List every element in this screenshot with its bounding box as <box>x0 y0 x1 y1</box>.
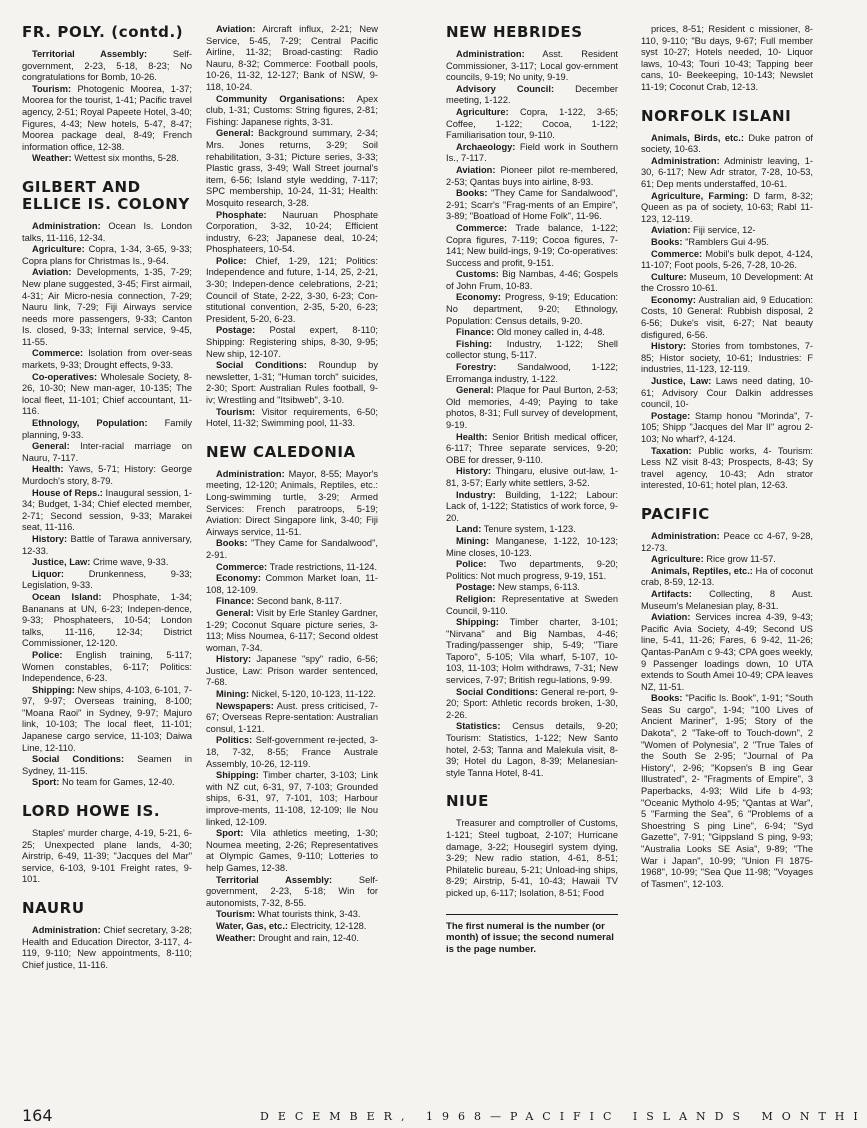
entry-topic: Religion: <box>456 593 496 604</box>
entry-references: Tenure system, 1-123. <box>481 524 576 535</box>
entry-references: Rice grow 11-57. <box>703 554 776 565</box>
entry-references: Chief, 1-29, 121; Politics: Independence and future, 1-14, 25, 2-21, 3-30; Indepen-dence celebrations, 2-21; Council of State, 2-22, 3-30, 6-23; Con-stitutional convention, 2-35, 5-20, 6-23; President, 5-20, 6-23. <box>206 255 378 324</box>
entry-references: Fiji service, 12- <box>690 225 756 236</box>
index-entry <box>206 735 378 770</box>
entry-topic: General: <box>456 385 494 396</box>
entry-references: Duke patron of society, 10-63. <box>641 132 813 155</box>
index-entry <box>22 828 192 886</box>
index-entry <box>641 156 813 191</box>
entry-topic: Newspapers: <box>216 700 274 711</box>
entry-topic: Community Organisations: <box>216 93 346 104</box>
entry-references: Plaque for Paul Burton, 2-53; Old memories, 4-49; Paying to take photos, 8-31; Full survey of development, 9-19. <box>446 385 618 430</box>
index-entry <box>641 531 813 554</box>
index-entry <box>22 244 192 267</box>
index-entry <box>641 225 813 237</box>
entry-topic: History: <box>216 654 252 665</box>
running-footer: DECEMBER, 1968—PACIFIC ISLANDS MONTHI <box>260 1110 867 1123</box>
entry-references: Aircraft influx, 2-21; New Service, 5-45, 7-29; Central Pacific Airline, 11-32; Broad-casting: Radio Nauru, 8-32; Commerce: Football pools, 10-26, 11-32, 12-127; Bank of NSW, 9-118, 10-24. <box>206 24 378 92</box>
entry-topic: Aviation: <box>32 267 72 278</box>
index-entry <box>446 721 618 779</box>
section-heading: NIUE <box>446 792 489 811</box>
entry-references: Self-government, 2-23, 5-18, 8-23; No congratulations for Bomb, 10-26. <box>22 49 193 83</box>
section-heading: GILBERT AND ELLICE IS. COLONY <box>22 177 190 213</box>
index-column-4 <box>641 24 813 890</box>
entry-topic: Administration: <box>32 220 101 231</box>
entry-topic: Mining: <box>216 689 250 700</box>
entry-topic: Police: <box>456 559 487 570</box>
index-entry <box>206 24 378 94</box>
entry-references: "Pacific Is. Book", 1-91; "South Seas Su cargo", 1-94; "100 Lives of Ancient Mariner", 1-95; Story of the Dakota", 2 "Take-off to Touch-down", 2 "Women of Polynesia", 2 "True Tales of the South Se 2-95; "Journal of Pa History", 2-96; "Kopsen's B ing Gear Illustrated", 2- "Fragments of Empire", 3 Paperbacks, 4-93; Wild Life b 4-93; "Oceanic Mytholo 4-95; "Qantas at War", 5 "Farming the Sea", 6 "Problems of a Shoestring S ping Line", 6-94; "Syd Gazette", 7-91; "Gippsland S ping, 9-93; "Australia Looks SE Asia", 9-89; "The War i Japan", 10-99; "Union Fl 1875-1968", 10-99; "Sea Que 11-98; "Voyages of Tasmen", 12-103. <box>641 693 813 889</box>
index-entry <box>641 24 813 94</box>
index-entry <box>206 933 378 945</box>
entry-topic: General: <box>32 441 70 452</box>
index-entry <box>22 592 192 650</box>
entry-topic: Tourism: <box>32 83 72 94</box>
entry-topic: Social Conditions: <box>456 686 538 697</box>
section-heading: LORD HOWE IS. <box>22 802 161 821</box>
entry-references: Ha of coconut crab, 8-59, 12-13. <box>641 565 813 588</box>
entry-references: Stories from tombstones, 7-85; Histor society, 10-61; Industries: F industries, 11-123, 12-119. <box>641 341 813 375</box>
entry-references: Collecting, 8 Aust. Museum's Melanesian play, 8-31. <box>641 588 813 611</box>
entry-topic: Fishing: <box>456 338 493 349</box>
entry-references: December meeting, 1-122. <box>446 83 618 106</box>
entry-references: Trade restrictions, 11-124. <box>267 561 378 572</box>
index-entry <box>22 488 192 534</box>
entry-topic: History: <box>456 466 492 477</box>
entry-references: Self-government re-jected, 3-18, 7-32, 8-55; France Australe Assembly, 10-26, 12-119. <box>206 735 378 769</box>
index-entry <box>206 407 378 430</box>
index-entry <box>446 385 618 431</box>
index-entry <box>206 360 378 406</box>
entry-topic: Industry: <box>456 489 496 500</box>
index-entry <box>22 650 192 685</box>
entry-references: Mobil's bulk depot, 4-124, 11-107; Foot pools, 5-26, 7-28, 10-26. <box>641 248 813 271</box>
entry-topic: Mining: <box>456 535 490 546</box>
index-entry <box>206 573 378 596</box>
index-entry <box>206 689 378 701</box>
entry-topic: Weather: <box>32 153 72 164</box>
index-entry <box>206 325 378 360</box>
index-entry <box>206 596 378 608</box>
entry-references: Copra, 1-122, 3-65; Coffee, 1-122; Cocoa, 1-122; Familiarisation tour, 9-110. <box>446 106 618 141</box>
entry-topic: Aviation: <box>216 24 256 34</box>
entry-references: Postal expert, 8-110; Shipping: Registering ships, 8-30, 9-95; New ship, 12-107. <box>206 325 378 359</box>
index-entry <box>641 249 813 272</box>
index-entry <box>206 469 378 539</box>
entry-references: Nauruan Phosphate Corporation, 3-32, 10-24; Efficient industry, 6-23; Japanese deal, 10-24; Phosphateers, 10-54. <box>206 209 378 255</box>
entry-topic: Liquor: <box>32 568 65 579</box>
index-entry <box>641 272 813 295</box>
entry-references: Progress, 9-19; Education: No department, 9-20; Ethnology, Population: Census details, 9-20. <box>446 292 618 326</box>
index-entry <box>641 376 813 411</box>
entry-topic: Health: <box>456 431 488 442</box>
index-entry <box>206 701 378 736</box>
entry-topic: Administration: <box>216 468 285 479</box>
section-heading: FR. POLY. (contd.) <box>22 23 184 41</box>
index-entry <box>206 875 378 910</box>
entry-references: Representative at Sweden Council, 9-110. <box>446 593 618 616</box>
index-entry <box>206 562 378 574</box>
index-column-1 <box>22 24 192 971</box>
entry-references: "They Came for Sandalwood", 2-91. <box>206 538 378 560</box>
entry-topic: Tourism: <box>216 406 256 417</box>
entry-topic: Justice, Law: <box>32 557 91 568</box>
entry-references: Isolation from over-seas markets, 9-33; Drought effects, 9-33. <box>22 348 192 371</box>
entry-topic: Sport: <box>32 777 60 788</box>
index-entry <box>206 770 378 828</box>
index-entry <box>22 685 192 755</box>
entry-topic: Aviation: <box>456 164 496 175</box>
entry-topic: History: <box>651 341 687 352</box>
entry-topic: Animals, Birds, etc.: <box>651 132 744 143</box>
entry-topic: Agriculture: <box>456 106 509 117</box>
index-entry <box>22 372 192 418</box>
entry-topic: Administration: <box>651 155 720 166</box>
index-entry <box>446 559 618 582</box>
index-entry <box>22 221 192 244</box>
index-entry <box>206 828 378 874</box>
entry-topic: Aviation: <box>651 225 691 236</box>
entry-references: English training, 5-117; Women constables, 6-117; Politics: Independence, 6-23. <box>22 649 192 684</box>
entry-references: Electricity, 12-128. <box>288 920 367 931</box>
index-column-3 <box>446 24 618 956</box>
entry-references: "They Came for Sandalwood", 2-91; Scarr's "Frag-ments of an Empire", 3-89; "Boatload of Home Folk", 11-96. <box>446 188 618 222</box>
entry-topic: Books: <box>651 693 683 704</box>
entry-references: New stamps, 6-113. <box>495 582 580 593</box>
entry-references: Sandalwood, 1-122; Erromanga industry, 1-122. <box>446 362 618 384</box>
entry-references: Laws need dating, 10-61; Advisory Cour Dalkin addresses council, 10- <box>641 376 813 410</box>
entry-topic: Finance: <box>456 327 495 338</box>
entry-topic: General: <box>216 128 254 139</box>
entry-references: Two departments, 9-20; Politics: Not much progress, 9-19, 151. <box>446 559 618 581</box>
index-entry <box>446 84 618 107</box>
entry-topic: Agriculture, Farming: <box>651 190 749 201</box>
index-entry <box>22 754 192 777</box>
entry-references: Vila athletics meeting, 1-30; Noumea meeting, 2-26; Representatives at Olympic Games, 9-110; Lotteries to help Games, 12-38. <box>206 828 378 873</box>
entry-references: Crime wave, 9-33. <box>90 557 169 568</box>
index-entry <box>22 418 192 441</box>
entry-references: Treasurer and comptroller of Customs, 1-121; Steel tugboat, 2-107; Hurricane damage, 3-22; Housegirl system dying, 3-29; New radio station, 4-61, 8-51; Philatelic bureau, 5-21; Unload-ing ships, 8-29; Airstrip, 5-41, 10-43; Hawaii TV picked up, 6-117; Isolation, 8-51; Food <box>446 818 618 898</box>
entry-topic: Territorial Assembly: <box>32 49 148 59</box>
section-heading: NAURU <box>22 899 85 917</box>
entry-topic: Postage: <box>216 325 256 336</box>
entry-topic: Territorial Assembly: <box>216 874 333 885</box>
index-entry <box>446 188 618 223</box>
index-entry <box>206 538 378 561</box>
entry-references: Pioneer pilot re-membered, 2-53; Qantas buys into airline, 8-93. <box>446 164 618 187</box>
index-column-2 <box>206 24 378 944</box>
index-entry <box>446 582 618 594</box>
entry-references: Inter-racial marriage on Nauru, 7-117. <box>22 441 192 463</box>
entry-references: Public works, 4- Tourism: Less NZ visit 8-43; Prospects, 8-43; Sy travel agency, 10-43; Adn strator interested, 10-61; hotel plan, 12-63. <box>641 445 813 491</box>
entry-topic: Shipping: <box>32 684 75 695</box>
entry-topic: Books: <box>651 236 683 247</box>
entry-references: Asst. Resident Commissioner, 3-117; Local gov-ernment councils, 9-19; No unity, 9-19. <box>446 49 618 83</box>
index-entry <box>22 569 192 592</box>
entry-references: Ocean Is. London talks, 11-116, 12-34. <box>22 220 192 243</box>
entry-topic: Commerce: <box>651 248 703 259</box>
index-entry <box>206 94 378 129</box>
entry-references: Trade balance, 1-122; Copra figures, 7-119; Cocoa figures, 7-141; New build-ings, 9-19; Co-operatives: Success and profit, 9-151. <box>446 222 618 268</box>
entry-topic: Economy: <box>216 573 261 584</box>
entry-topic: Agriculture: <box>651 554 704 565</box>
entry-topic: Forestry: <box>456 362 497 373</box>
entry-topic: Shipping: <box>216 770 259 781</box>
index-entry <box>206 654 378 689</box>
index-entry <box>206 256 378 326</box>
entry-topic: Tourism: <box>216 909 256 920</box>
index-entry <box>206 921 378 933</box>
entry-topic: Politics: <box>216 735 253 746</box>
index-entry <box>22 49 192 84</box>
entry-references: Visitor requirements, 6-50; Hotel, 11-32; Swimming pool, 11-33. <box>206 406 378 429</box>
entry-topic: Social Conditions: <box>216 360 307 371</box>
entry-topic: Ocean Island: <box>32 591 102 602</box>
entry-references: Phosphate, 1-34; Bananans at UN, 6-23; Indepen-dence, 9-33; Phosphateers, 10-54; London talks, 11-116, 12-34; District Commissioner, 12-120. <box>22 591 192 649</box>
entry-topic: Justice, Law: <box>651 376 712 387</box>
index-entry <box>446 107 618 142</box>
entry-topic: Commerce: <box>456 222 508 233</box>
entry-topic: Co-operatives: <box>32 371 98 382</box>
index-entry <box>206 210 378 256</box>
index-entry <box>446 362 618 385</box>
entry-references: Battle of Tarawa anniversary, 12-33. <box>22 533 192 556</box>
index-entry <box>446 327 618 339</box>
entry-topic: Police: <box>216 255 247 266</box>
entry-topic: Economy: <box>651 294 696 305</box>
entry-topic: Statistics: <box>456 721 501 732</box>
entry-topic: Aviation: <box>651 612 691 623</box>
entry-topic: Administration: <box>456 49 525 59</box>
entry-references: Administr leaving, 1-30, 6-117; New Adr strator, 7-28, 10-53, 61; Dep ments understaffed, 10-61. <box>641 155 813 189</box>
entry-references: Museum, 10 Development: At the Crossro 10-61. <box>641 271 813 294</box>
entry-topic: Social Conditions: <box>32 754 125 765</box>
entry-references: Copra, 1-34, 3-65, 9-33; Copra plans for Christmas Is., 9-64. <box>22 244 192 266</box>
entry-references: Japanese "spy" radio, 6-56; Justice, Law: Prison warder sentenced, 7-68. <box>206 654 378 688</box>
entry-topic: Books: <box>456 188 488 199</box>
index-entry <box>641 411 813 446</box>
index-entry <box>446 594 618 617</box>
entry-references: Old money called in, 4-48. <box>494 327 605 338</box>
index-entry <box>446 269 618 292</box>
entry-references: Field work in Southern Is., 7-117. <box>446 141 618 164</box>
entry-topic: Economy: <box>456 292 501 303</box>
entry-topic: Agriculture: <box>32 244 85 255</box>
index-entry <box>22 777 192 789</box>
index-entry <box>22 441 192 464</box>
index-entry <box>641 133 813 156</box>
index-entry <box>446 165 618 188</box>
index-entry <box>22 925 192 971</box>
entry-references: Census details, 9-20; Tourism: Statistics, 1-122; New Santo hotel, 2-53; Tanna and Malekula visit, 8-39; Hotel du Lagon, 8-39; Melanesian-style Tanna Hotel, 8-41. <box>446 721 618 778</box>
index-entry <box>446 617 618 687</box>
index-entry <box>641 237 813 249</box>
entry-references: Seamen in Sydney, 11-115. <box>22 754 192 776</box>
section-heading: PACIFIC <box>641 504 710 523</box>
entry-topic: Land: <box>456 524 482 535</box>
entry-references: Building, 1-122; Labour: Lack of, 1-122; Statistics of work force, 9-20. <box>446 489 618 523</box>
entry-topic: Taxation: <box>651 445 692 456</box>
index-entry <box>22 534 192 557</box>
page-footer <box>0 1100 867 1125</box>
entry-references: General re-port, 9-20; Sport: Athletic records broken, 1-30, 2-26. <box>446 686 619 720</box>
entry-topic: House of Reps.: <box>32 487 103 498</box>
index-entry <box>206 909 378 921</box>
index-entry <box>641 589 813 612</box>
index-entry <box>446 339 618 362</box>
entry-references: No team for Games, 12-40. <box>59 777 175 788</box>
entry-references: Photogenic Moorea, 1-37; Moorea for the tourist, 1-41; Pacific travel agency, 2-51; Royal Papeete Hotel, 3-40; Figures, 4-43; New hotels, 5-47, 8-47; Moorea package deal, 8-49; French information office, 12-38. <box>22 83 192 152</box>
entry-topic: Phosphate: <box>216 209 267 220</box>
entry-references: Big Nambas, 4-46; Gospels of John Frum, 10-83. <box>446 269 618 291</box>
entry-references: Roundup by newsletter, 1-31; "Human torch" suicides, 2-30; Sport: Australian Rules football, 9-iv; Wrestling and "Itsibweb", 3-10. <box>206 360 378 405</box>
entry-references: Senior British medical officer, 6-117; Three separate services, 9-20; OBE for dresser, 9-110. <box>446 431 618 465</box>
page-number: 164 <box>22 1106 53 1125</box>
index-entry <box>641 566 813 589</box>
entry-topic: History: <box>32 533 68 544</box>
entry-topic: Archaeology: <box>456 141 516 152</box>
entry-references: New ships, 4-103, 6-101, 7-97, 9-97; Overseas training, 8-100; "Moana Raoi" in Sydney, 9-97; Majuro link, 10-103; The local fleet, 11-101; Japanese cargo service, 11-103; Daiwa Line, 12-110. <box>22 684 192 753</box>
index-entry <box>446 524 618 536</box>
entry-references: Yaws, 5-71; History: George Murdoch's story, 8-79. <box>22 464 192 486</box>
entry-topic: Police: <box>32 649 63 660</box>
entry-references: Manganese, 1-122, 10-123; Mine closes, 10-123. <box>446 535 618 558</box>
entry-references: Chief secretary, 3-28; Health and Education Director, 3-117, 4-119, 9-110; New appointments, 8-110; Chief justice, 11-116. <box>22 925 192 970</box>
entry-topic: Culture: <box>651 271 687 282</box>
entry-references: Visit by Erle Stanley Gardner, 1-29; Coconut Square picture series, 3-113; Miss Noumea, 6-117; Second oldest woman, 7-34. <box>206 607 378 653</box>
index-entry <box>446 223 618 269</box>
entry-references: Wettest six months, 5-28. <box>71 153 179 164</box>
numbering-note: The first numeral is the number (or month) of issue; the second numeral is the page number. <box>446 914 618 956</box>
index-entry <box>641 612 813 693</box>
entry-topic: Customs: <box>456 269 499 280</box>
entry-topic: Weather: <box>216 932 256 943</box>
index-entry <box>446 687 618 722</box>
index-entry <box>641 191 813 226</box>
index-entry <box>641 554 813 566</box>
entry-topic: Books: <box>216 538 248 549</box>
index-entry <box>22 557 192 569</box>
index-entry <box>446 490 618 525</box>
section-heading: NEW CALEDONIA <box>206 442 356 461</box>
entry-references: Staples' murder charge, 4-19, 5-21, 6-25; Unexpected plane lands, 4-30; Airstrip, 6-49, 11-39; "Jacques del Mar" service, 6-103, 9-101 Freight rates, 9-101. <box>22 828 192 885</box>
entry-topic: Advisory Council: <box>456 83 555 94</box>
entry-references: Timber charter, 3-101; "Nirvana" and Big Nambas, 4-46; Trading/passenger ship, 5-49; "Tiare Taporo", 5-105; Vila wharf, 5-107, 10-103, 11-103; Holm withdraws, 7-31; New services, 7-97; British regu-lations, 9-99. <box>446 617 618 686</box>
index-entry <box>446 142 618 165</box>
entry-topic: Finance: <box>216 596 255 607</box>
section-heading: NORFOLK ISLANI <box>641 106 792 125</box>
entry-topic: Commerce: <box>32 348 84 359</box>
entry-topic: Administration: <box>32 925 101 935</box>
index-entry <box>446 818 618 899</box>
entry-references: Second bank, 8-117. <box>254 596 342 607</box>
entry-references: Timber charter, 3-103; Link with NZ cut, 6-31, 97, 7-103; Grounded ships, 6-31, 97, 7-101, 103; Harbour improve-ments, 11-108, 12-109; Ile Nou linked, 12-109. <box>206 770 378 827</box>
entry-topic: Animals, Reptiles, etc.: <box>651 565 753 576</box>
entry-references: Drunkenness, 9-33; Legislation, 9-33. <box>22 568 192 591</box>
index-entry <box>446 292 618 327</box>
index-entry <box>446 466 618 489</box>
entry-topic: Administration: <box>651 530 720 541</box>
entry-references: Family planning, 9-33. <box>22 418 192 440</box>
index-entry <box>446 536 618 559</box>
entry-topic: Shipping: <box>456 617 499 628</box>
entry-references: "Ramblers Gui 4-95. <box>682 236 770 247</box>
index-entry <box>641 693 813 890</box>
entry-references: Wholesale Society, 8-26, 10-30; New man-ager, 10-135; The local fleet, 11-101; Chief accountant, 11-116. <box>22 371 192 417</box>
index-entry <box>22 84 192 154</box>
entry-references: Australian aid, 9 Education: Costs, 10 General: Rubbish disposal, 2 6-56; Duke's visit, 6-27; Nat beauty disfigured, 6-56. <box>641 294 813 340</box>
index-entry <box>641 295 813 341</box>
entry-references: Peace cc 4-67, 9-28, 12-73. <box>641 530 813 553</box>
index-entry <box>641 341 813 376</box>
entry-topic: Health: <box>32 464 64 475</box>
index-entry <box>22 267 192 348</box>
entry-references: Common Market loan, 11-108, 12-109. <box>206 573 378 595</box>
entry-references: Thingaru, elusive out-law, 1-81, 3-57; Early white settlers, 3-52. <box>446 466 618 488</box>
index-entry <box>206 608 378 654</box>
section-heading: NEW HEBRIDES <box>446 23 583 41</box>
index-entry <box>206 128 378 209</box>
entry-topic: General: <box>216 607 254 618</box>
entry-references: Apex club, 1-31; Customs: String figures, 2-81; Fishing: Japanese rights, 3-31. <box>206 93 378 127</box>
entry-topic: Commerce: <box>216 561 268 572</box>
entry-references: D farm, 8-32; Queen as pa of society, 10-63; Rabl 11-123, 12-119. <box>641 190 813 224</box>
entry-references: Background summary, 2-34; Mrs. Jones returns, 3-29; Soil rehabilitation, 3-31; Picture series, 3-33; Plastic grass, 3-49; Wall Street journal's item, 6-56; Island style wedding, 7-117; SPC membership, 10-24, 11-31; Health: Mosquito research, 3-28. <box>206 128 378 208</box>
index-entry <box>641 446 813 492</box>
index-entry <box>446 432 618 467</box>
index-entry <box>446 49 618 84</box>
index-entry <box>22 464 192 487</box>
entry-references: Inaugural session, 1-34; Budget, 1-34; Chief elected member, 2-71; Second session, 9-33; Marakei seat, 11-116. <box>22 487 192 533</box>
entry-references: prices, 8-51; Resident c missioner, 8-110, 9-110; "Bu days, 9-67; Full member syst 10-27; Hotels needed, 10- Liquor laws, 10-43; Touri 10-43; Tapping beer cans, 10- Beekeeping, 10-143; Newslet 11-19; Coconut Crab, 12-13. <box>641 24 813 92</box>
index-entry <box>22 348 192 371</box>
entry-topic: Postage: <box>651 410 691 421</box>
entry-topic: Artifacts: <box>651 588 692 599</box>
entry-topic: Water, Gas, etc.: <box>216 920 288 931</box>
entry-references: Developments, 1-35, 7-29; New plane suggested, 3-45; First airmail, 4-31; Air Micro-nesia connection, 7-29; Nauru link, 7-29; Fiji Airways service needs more passengers, 9-33; Canton Is. closed, 9-33; Internal service, 9-45, 11-55. <box>22 267 192 347</box>
entry-references: Services increa 4-39, 9-43; Pacific Avia Society, 4-49; Second US line, 5-41, 11-26; Fares, 6 9-42, 11-26; Qantas-PanAm c 9-43; CPA goes weekly, 9 Passenger loadings down, 10 UTA extends to South Amei 10-49; CPA leaves NZ, 11-51. <box>641 612 813 692</box>
entry-topic: Sport: <box>216 828 244 839</box>
entry-references: What tourists think, 3-43. <box>255 909 361 920</box>
entry-references: Aust. press criticised, 7-67; Overseas Repre-sentation: Australian consul, 1-121. <box>206 700 378 734</box>
index-entry <box>22 153 192 165</box>
entry-topic: Postage: <box>456 582 496 593</box>
entry-references: Mayor, 8-55; Mayor's meeting, 12-120; Animals, Reptiles, etc.: Long-swimming turtle, 3-29; Armed Services: French paratroops, 5-19; Aviation: Direct Singapore link, 3-40; Fiji Airways service, 11-51. <box>206 468 378 537</box>
entry-references: Drought and rain, 12-40. <box>255 932 359 943</box>
entry-references: Self-government, 2-23, 5-18; Win for autonomists, 7-32, 8-55. <box>206 874 379 908</box>
entry-topic: Ethnology, Population: <box>32 418 148 429</box>
entry-references: Stamp honou "Morinda", 7-105; Shipp "Jacques del Mar II" agrou 2-103; No wharf?, 4-124. <box>641 410 813 444</box>
entry-references: Nickel, 5-120, 10-123, 11-122. <box>249 689 377 700</box>
entry-references: Industry, 1-122; Shell collector stung, 5-117. <box>446 338 618 361</box>
